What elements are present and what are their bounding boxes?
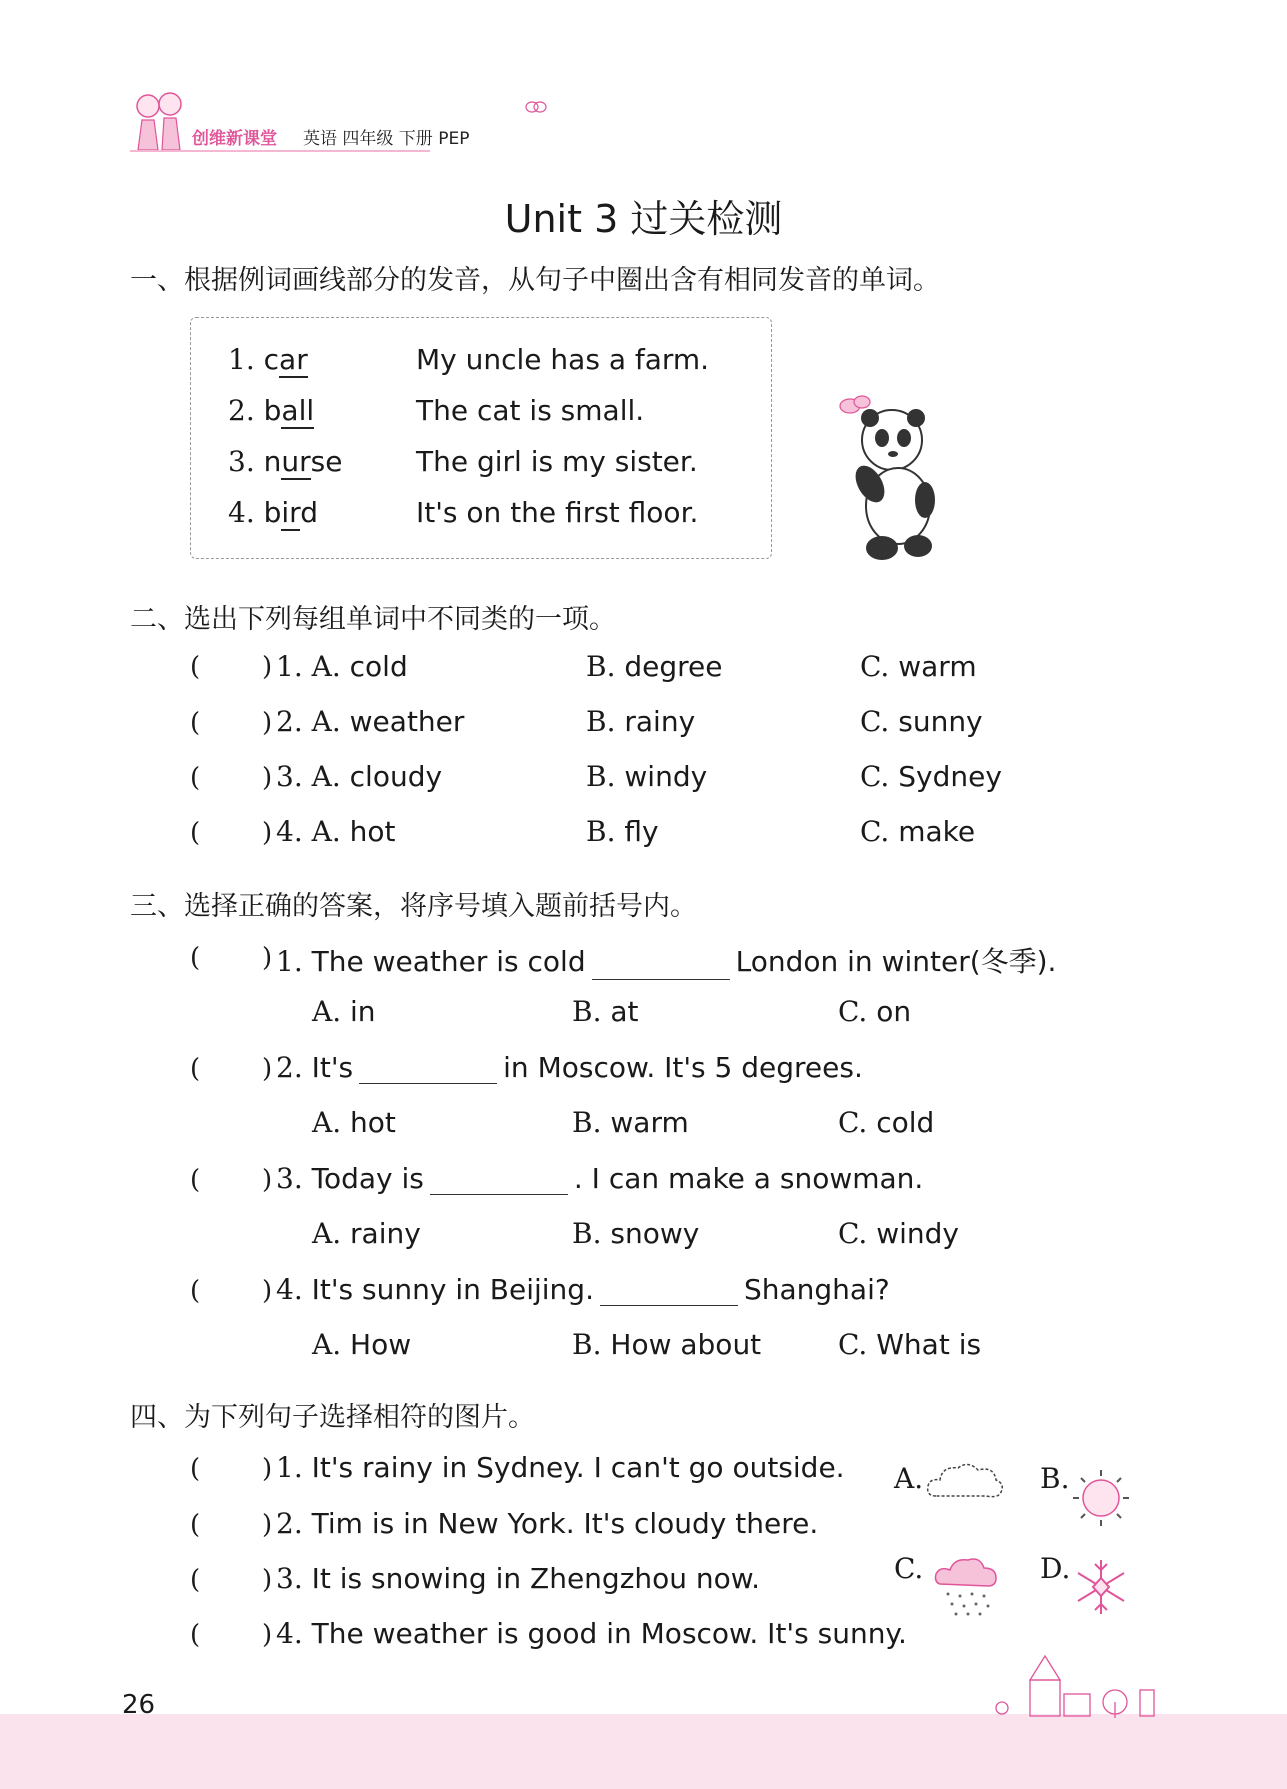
sec2-item-3-c	[860, 760, 1002, 793]
stem-before-blank: The weather is cold	[311, 945, 586, 978]
sec2-item-1-c	[860, 650, 977, 683]
option-b-text: degree	[624, 650, 723, 683]
sentence-text: It's rainy in Sydney. I can't go outside.	[311, 1451, 845, 1484]
sec1-item-4-word	[228, 496, 318, 529]
picture-d-label: D.	[1040, 1552, 1071, 1585]
sun-icon	[1068, 1466, 1134, 1530]
item-number: 2.	[276, 1507, 303, 1540]
option-c-text: cold	[876, 1106, 935, 1139]
answer-paren-close: )	[262, 943, 273, 973]
answer-paren-close: )	[262, 1454, 273, 1484]
header-kids-illustration	[128, 88, 190, 154]
option-c-text: on	[876, 995, 912, 1028]
sec3-item-4-c	[838, 1328, 981, 1361]
underlined-sound: ur	[281, 445, 311, 478]
sec3-item-1-b	[572, 995, 639, 1028]
sentence-text: The weather is good in Moscow. It's sunny.	[311, 1617, 907, 1650]
option-b-text: at	[610, 995, 639, 1028]
word-suffix: d	[300, 496, 318, 529]
sec3-item-3-a	[312, 1217, 421, 1250]
option-a-text: How	[350, 1328, 412, 1361]
option-c-label: C.	[860, 760, 890, 793]
item-number: 4.	[276, 1617, 303, 1650]
answer-paren-close: )	[262, 1620, 273, 1650]
answer-paren-close: )	[262, 1054, 273, 1084]
sec3-item-3-stem	[276, 1162, 923, 1195]
snowflake-icon	[1070, 1556, 1132, 1618]
answer-paren-close: )	[262, 708, 273, 738]
answer-paren-open: (	[190, 763, 201, 793]
sec2-item-1-b	[586, 650, 723, 683]
answer-paren-open: (	[190, 818, 201, 848]
sec2-item-1-a	[276, 650, 408, 683]
sec1-item-1-sentence: My uncle has a farm.	[416, 343, 710, 376]
word-prefix: c	[263, 343, 280, 376]
answer-paren-close: )	[262, 1510, 273, 1540]
answer-paren-open: (	[190, 1510, 201, 1540]
sec1-item-2-word	[228, 394, 314, 427]
answer-paren-close: )	[262, 1565, 273, 1595]
option-c-text: make	[898, 815, 976, 848]
sec3-item-2-b	[572, 1106, 689, 1139]
option-b-label: B.	[572, 995, 602, 1028]
answer-paren-open: (	[190, 652, 201, 682]
sec1-item-3-sentence: The girl is my sister.	[416, 445, 698, 478]
sec4-item-4	[276, 1617, 907, 1650]
option-a-text: cold	[349, 650, 408, 683]
option-c-label: C.	[860, 705, 890, 738]
option-a-label: A.	[311, 815, 341, 848]
stem-after-blank: Shanghai?	[743, 1273, 890, 1306]
sec4-item-2	[276, 1507, 818, 1540]
option-c-text: What is	[876, 1328, 982, 1361]
option-b-label: B.	[586, 760, 616, 793]
underlined-sound: ar	[279, 343, 308, 376]
underlined-sound: ir	[281, 496, 301, 529]
option-a-label: A.	[312, 995, 342, 1028]
word-prefix: n	[263, 445, 282, 478]
stem-before-blank: It's sunny in Beijing.	[311, 1273, 594, 1306]
word-prefix: b	[263, 394, 282, 427]
option-b-label: B.	[572, 1106, 602, 1139]
rain-icon	[932, 1552, 1000, 1620]
item-number: 1.	[276, 945, 303, 978]
sec3-item-4-a	[312, 1328, 411, 1361]
option-c-text: warm	[898, 650, 977, 683]
page-number: 26	[122, 1690, 156, 1720]
sec1-item-3-word	[228, 445, 342, 478]
option-c-text: sunny	[898, 705, 983, 738]
sec3-item-3-b	[572, 1217, 699, 1250]
word-prefix: b	[263, 496, 282, 529]
option-a-label: A.	[312, 1328, 342, 1361]
item-number: 4.	[228, 496, 255, 529]
answer-paren-open: (	[190, 1276, 201, 1306]
sentence-text: It is snowing in Zhengzhou now.	[311, 1562, 761, 1595]
section-4-heading: 四、为下列句子选择相符的图片。	[130, 1402, 535, 1433]
sec2-item-2-b	[586, 705, 695, 738]
option-c-label: C.	[838, 1328, 868, 1361]
item-number: 2.	[276, 1051, 303, 1084]
answer-paren-open: (	[190, 1165, 201, 1195]
stem-after-blank: London in winter(冬季).	[735, 945, 1057, 978]
section-1-heading: 一、根据例词画线部分的发音，从句子中圈出含有相同发音的单词。	[130, 265, 940, 296]
answer-paren-close: )	[262, 818, 273, 848]
answer-paren-open: (	[190, 1620, 201, 1650]
answer-paren-open: (	[190, 1454, 201, 1484]
option-b-label: B.	[572, 1328, 602, 1361]
picture-a-label: A.	[894, 1462, 924, 1495]
sec3-item-1-c	[838, 995, 911, 1028]
header-meta: 英语 四年级 下册 PEP	[303, 129, 470, 149]
cloud-icon	[924, 1458, 1006, 1506]
answer-paren-close: )	[262, 1276, 273, 1306]
item-number: 1.	[276, 650, 303, 683]
sec4-item-1	[276, 1451, 845, 1484]
stem-before-blank: It's	[311, 1051, 354, 1084]
option-a-text: in	[350, 995, 376, 1028]
item-number: 2.	[228, 394, 255, 427]
sec2-item-3-a	[276, 760, 442, 793]
underlined-sound: all	[281, 394, 315, 427]
option-b-label: B.	[586, 650, 616, 683]
item-number: 3.	[276, 1162, 303, 1195]
option-c-label: C.	[838, 1106, 868, 1139]
sec2-item-4-a	[276, 815, 396, 848]
sec3-item-4-b	[572, 1328, 761, 1361]
option-a-text: hot	[349, 815, 396, 848]
sec1-item-4-sentence: It's on the first floor.	[416, 496, 699, 529]
answer-blank	[600, 1275, 738, 1306]
option-c-label: C.	[860, 650, 890, 683]
answer-paren-close: )	[262, 1165, 273, 1195]
answer-paren-open: (	[190, 1054, 201, 1084]
picture-c-label: C.	[894, 1552, 924, 1585]
header-underline	[130, 150, 430, 152]
answer-blank	[359, 1053, 497, 1084]
option-a-text: hot	[350, 1106, 396, 1139]
option-a-label: A.	[312, 1217, 342, 1250]
option-b-text: How about	[610, 1328, 762, 1361]
item-number: 4.	[276, 815, 303, 848]
footer-band	[0, 1714, 1287, 1789]
sec3-item-1-stem	[276, 940, 1056, 980]
sec2-item-3-b	[586, 760, 707, 793]
butterfly-icon	[525, 98, 547, 116]
sec4-item-3	[276, 1562, 760, 1595]
stem-before-blank: Today is	[311, 1162, 424, 1195]
section-3-heading: 三、选择正确的答案，将序号填入题前括号内。	[130, 891, 697, 922]
word-suffix: se	[310, 445, 343, 478]
option-c-label: C.	[838, 1217, 868, 1250]
sec3-item-2-stem	[276, 1051, 863, 1084]
option-a-label: A.	[311, 760, 341, 793]
answer-paren-open: (	[190, 943, 201, 973]
item-number: 3.	[276, 760, 303, 793]
option-b-text: rainy	[624, 705, 696, 738]
answer-paren-open: (	[190, 708, 201, 738]
item-number: 2.	[276, 705, 303, 738]
castle-decoration	[990, 1650, 1170, 1720]
option-b-text: warm	[610, 1106, 689, 1139]
option-b-label: B.	[572, 1217, 602, 1250]
item-number: 3.	[228, 445, 255, 478]
section-2-heading: 二、选出下列每组单词中不同类的一项。	[130, 604, 616, 635]
sec3-item-3-c	[838, 1217, 959, 1250]
header-brand: 创维新课堂	[192, 129, 277, 149]
item-number: 3.	[276, 1562, 303, 1595]
item-number: 1.	[228, 343, 255, 376]
option-c-text: windy	[876, 1217, 960, 1250]
item-number: 4.	[276, 1273, 303, 1306]
option-c-text: Sydney	[898, 760, 1002, 793]
page-title: Unit 3 过关检测	[504, 197, 783, 241]
answer-blank	[430, 1164, 568, 1195]
option-a-label: A.	[312, 1106, 342, 1139]
sec3-item-2-a	[312, 1106, 396, 1139]
answer-blank	[592, 949, 730, 980]
option-c-label: C.	[838, 995, 868, 1028]
sec1-item-2-sentence: The cat is small.	[416, 394, 645, 427]
sec3-item-4-stem	[276, 1273, 890, 1306]
sec2-item-2-c	[860, 705, 983, 738]
sec3-item-1-a	[312, 995, 376, 1028]
stem-after-blank: . I can make a snowman.	[573, 1162, 924, 1195]
answer-paren-open: (	[190, 1565, 201, 1595]
option-b-text: windy	[624, 760, 708, 793]
sec1-item-1-word	[228, 343, 308, 376]
option-a-label: A.	[311, 705, 341, 738]
panda-illustration	[830, 388, 980, 568]
option-b-label: B.	[586, 815, 616, 848]
stem-after-blank: in Moscow. It's 5 degrees.	[503, 1051, 863, 1084]
sec3-item-2-c	[838, 1106, 934, 1139]
sentence-text: Tim is in New York. It's cloudy there.	[311, 1507, 819, 1540]
sec2-item-4-b	[586, 815, 659, 848]
option-a-text: rainy	[350, 1217, 421, 1250]
sec2-item-4-c	[860, 815, 975, 848]
answer-paren-close: )	[262, 652, 273, 682]
option-b-label: B.	[586, 705, 616, 738]
option-b-text: fly	[624, 815, 659, 848]
option-b-text: snowy	[610, 1217, 700, 1250]
option-a-label: A.	[311, 650, 341, 683]
item-number: 1.	[276, 1451, 303, 1484]
sec2-item-2-a	[276, 705, 464, 738]
picture-b-label: B.	[1040, 1462, 1070, 1495]
option-c-label: C.	[860, 815, 890, 848]
answer-paren-close: )	[262, 763, 273, 793]
option-a-text: cloudy	[349, 760, 443, 793]
option-a-text: weather	[349, 705, 465, 738]
